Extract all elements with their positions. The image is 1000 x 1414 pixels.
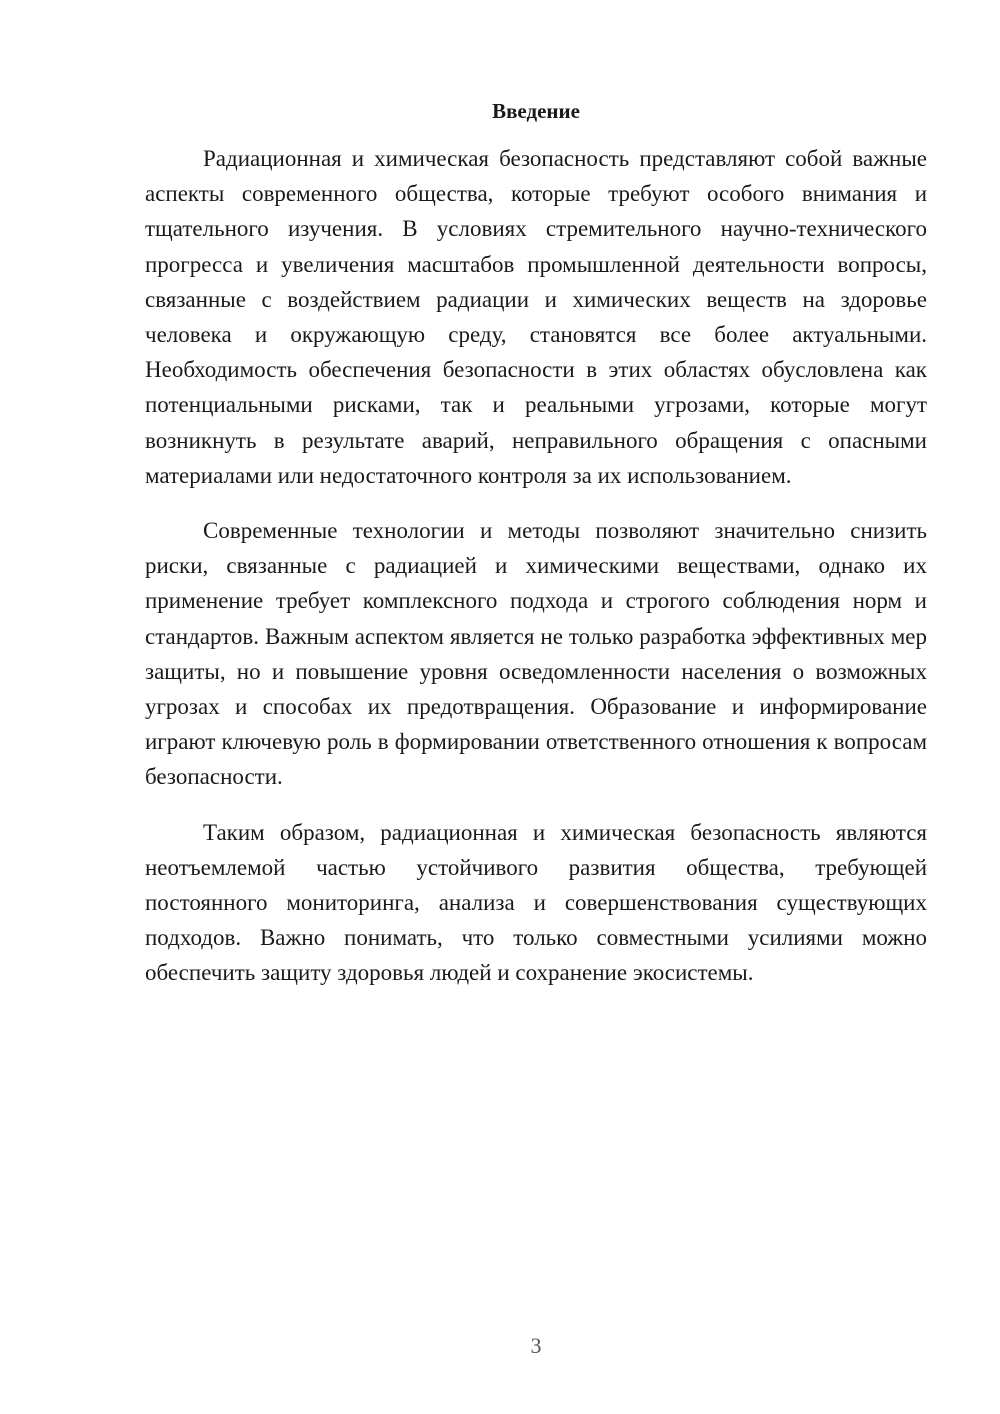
- document-body: [145, 141, 927, 1011]
- page-number: 3: [530, 1333, 542, 1358]
- paragraph-2: Современные технологии и методы позволяют значительно снизить риски, связанные с радиацией и химическими веществами, однако их применение требует комплексного подхода и строгого соблюдения норм и стандартов. Важным аспектом является не только разработка эффективных мер защиты, но и повышение уровня осведомленности населения о возможных угрозах и способах их предотвращения. Образование и информирование играют ключевую роль в формировании ответственного отношения к вопросам безопасности.: [145, 518, 927, 790]
- paragraph-3: Таким образом, радиационная и химическая безопасность являются неотъемлемой частью устойчивого развития общества, требующей постоянного мониторинга, анализа и совершенствования существующих подходов. Важно понимать, что только совместными усилиями можно обеспечить защиту здоровья людей и сохранение экосистемы.: [145, 819, 927, 986]
- paragraph-1: Радиационная и химическая безопасность представляют собой важные аспекты современного общества, которые требуют особого внимания и тщательного изучения. В условиях стремительного научно-технического прогресса и увеличения масштабов промышленной деятельности вопросы, связанные с воздействием радиации и химических веществ на здоровье человека и окружающую среду, становятся все более актуальными. Необходимость обеспечения безопасности в этих областях обусловлена как потенциальными рисками, так и реальными угрозами, которые могут возникнуть в результате аварий, неправильного обращения с опасными материалами или недостаточного контроля за их использованием.: [145, 146, 927, 488]
- page-title: Введение: [492, 99, 580, 123]
